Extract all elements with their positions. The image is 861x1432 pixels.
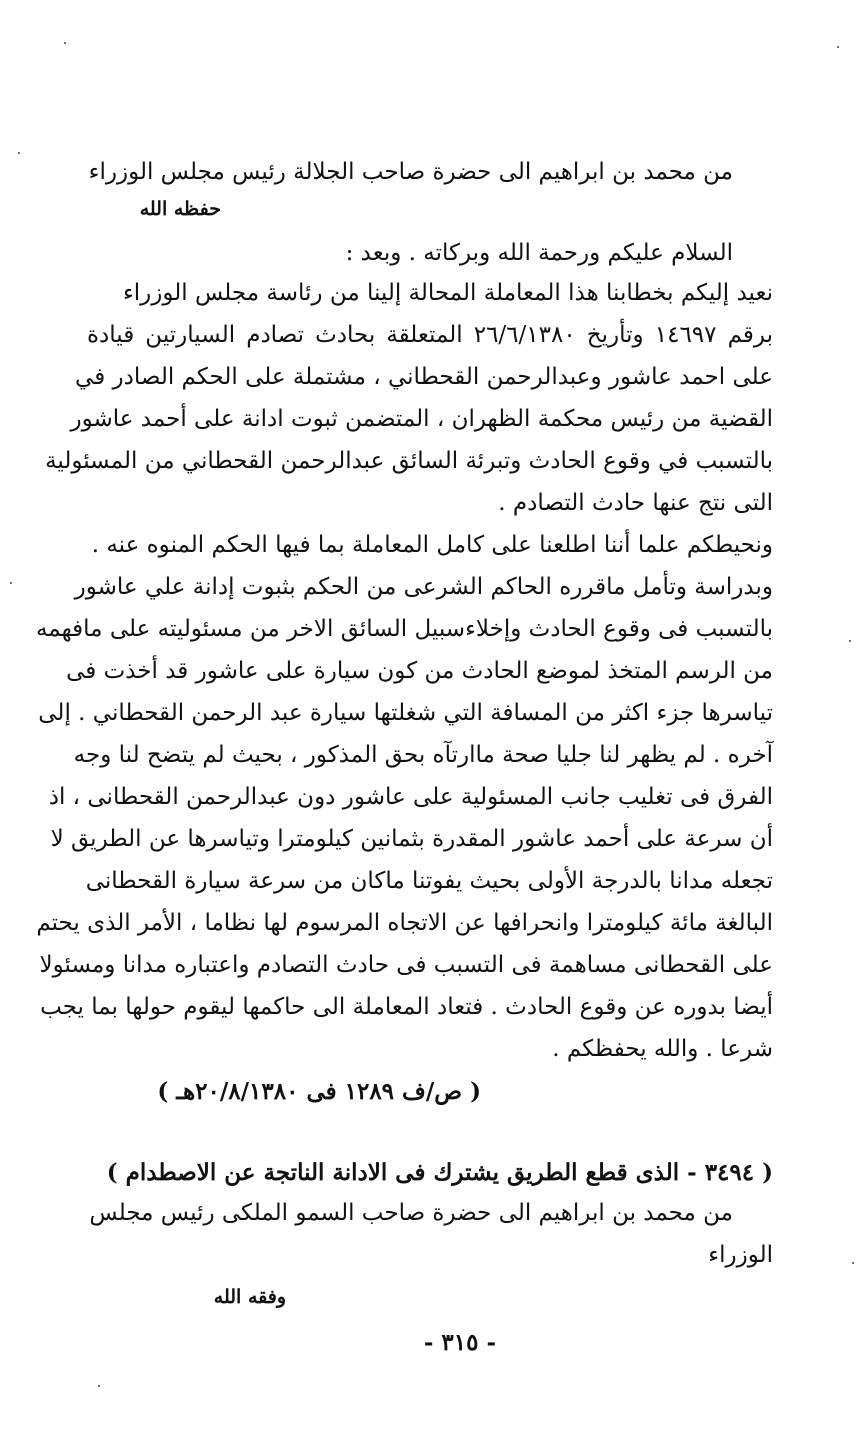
letter2-header-line2: الوزراء — [708, 1242, 773, 1268]
letter1-p2-line2: وبدراسة وتأمل ماقرره الحاكم الشرعى من الحكم بثبوت إدانة علي عاشور — [74, 574, 773, 600]
letter1-p1-line1: نعيد إليكم بخطابنا هذا المعاملة المحالة إلينا من رئاسة مجلس الوزراء — [122, 280, 773, 306]
letter1-p1-line2: برقم ١٤٦٩٧ وتأريخ ٢٦/٦/١٣٨٠ المتعلقة بحادث تصادم السيارتين قيادة — [87, 322, 773, 348]
page-number: - ٣١٥ - — [423, 1329, 496, 1356]
scan-speck — [849, 640, 851, 642]
scan-speck — [10, 582, 12, 584]
scan-speck — [98, 1385, 100, 1387]
letter1-greeting: السلام عليكم ورحمة الله وبركاته . وبعد : — [345, 240, 733, 266]
scan-speck — [852, 1262, 854, 1264]
letter1-p2-line7: الفرق فى تغليب جانب المسئولية على عاشور دون عبدالرحمن القحطانى ، اذ — [48, 784, 773, 810]
letter1-p2-line5: تياسرها جزء اكثر من المسافة التي شغلتها سيارة عبد الرحمن القحطاني . إلى — [38, 700, 773, 726]
letter1-p2-line4: من الرسم المتخذ لموضع الحادث من كون سيارة على عاشور قد أخذت فى — [66, 658, 773, 684]
scan-speck — [837, 46, 839, 48]
letter1-p1-line4: القضية من رئيس محكمة الظهران ، المتضمن ثبوت ادانة على أحمد عاشور — [70, 406, 773, 432]
letter2-header-line1: من محمد بن ابراهيم الى حضرة صاحب السمو الملكى رئيس مجلس — [89, 1200, 733, 1226]
letter1-p1-line5: بالتسبب في وقوع الحادث وتبرئة السائق عبدالرحمن القحطاني من المسئولية — [45, 448, 773, 474]
letter1-reference: ( ص/ف ١٢٨٩ فى ٢٠/٨/١٣٨٠هـ ) — [157, 1078, 481, 1105]
scan-speck — [64, 42, 66, 44]
letter1-blessing: حفظه الله — [139, 198, 221, 220]
letter1-p2-line1: ونحيطكم علما أننا اطلعنا على كامل المعاملة بما فيها الحكم المنوه عنه . — [91, 532, 773, 558]
letter2-heading: ( ٣٤٩٤ - الذى قطع الطريق يشترك فى الادانة الناتجة عن الاصطدام ) — [106, 1159, 773, 1186]
letter1-header: من محمد بن ابراهيم الى حضرة صاحب الجلالة رئيس مجلس الوزراء — [88, 159, 733, 185]
letter1-p2-line13: شرعا . والله يحفظكم . — [552, 1036, 773, 1062]
letter1-p2-line9: تجعله مدانا بالدرجة الأولى بحيث يفوتنا ماكان من سرعة سيارة القحطانى — [85, 868, 773, 894]
letter2-blessing: وفقه الله — [213, 1286, 286, 1308]
letter1-p2-line11: على القحطانى مساهمة فى التسبب فى حادث التصادم واعتباره مدانا ومسئولا — [39, 952, 773, 978]
scan-speck — [18, 152, 20, 154]
letter1-p1-line6: التى نتج عنها حادث التصادم . — [498, 490, 773, 516]
letter1-p1-line3: على احمد عاشور وعبدالرحمن القحطاني ، مشتملة على الحكم الصادر في — [75, 364, 773, 390]
letter1-p2-line8: أن سرعة على أحمد عاشور المقدرة بثمانين كيلومترا وتياسرها عن الطريق لا — [50, 826, 773, 852]
letter1-p2-line12: أيضا بدوره عن وقوع الحادث . فتعاد المعاملة الى حاكمها ليقوم حولها بما يجب — [40, 994, 773, 1020]
letter1-p2-line3: بالتسبب فى وقوع الحادث وإخلاءسبيل السائق الاخر من مسئوليته على مافهمه — [35, 616, 773, 642]
letter1-p2-line10: البالغة مائة كيلومترا وانحرافها عن الاتجاه المرسوم لها نظاما ، الأمر الذى يحتم — [36, 910, 773, 936]
letter1-p2-line6: آخره . لم يظهر لنا جليا صحة ماارتآه بحق المذكور ، بحيث لم يتضح لنا وجه — [73, 742, 773, 768]
